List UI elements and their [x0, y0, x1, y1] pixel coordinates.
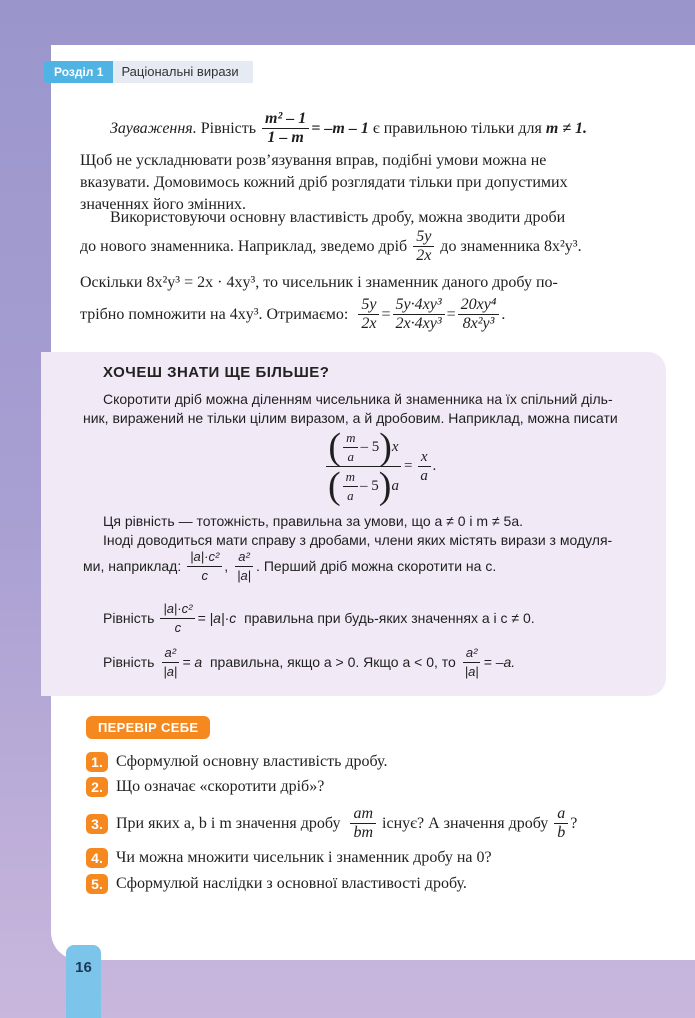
- identity-equation: ( $\frac{m}{a}$ – 5 ) x ( $\frac{m}{a}$ – 5 ) a = $\frac{x}{a}$ .: [328, 426, 437, 507]
- check-yourself-badge: ПЕРЕВІР СЕБЕ: [86, 716, 210, 739]
- paragraph-1: Щоб не ускладнювати розв’язування вправ, подібні умови можна не вказувати. Домовимось кожний дріб розглядати тільки при допустимих значеннях його змінних.: [80, 152, 568, 213]
- info-equality-2: Рівність $\frac{\text{a²}}{|a|}$ = a правильна, якщо a > 0. Якщо a < 0, то $\frac{\text{a²}}{|a|}$ = –a.: [103, 645, 516, 679]
- question-4: 4. Чи можна множити чисельник і знаменник дробу на 0?: [86, 848, 492, 868]
- info-modulus-intro: Іноді доводиться мати справу з дробами, члени яких містять вирази з модуля-: [103, 532, 613, 548]
- section-label: Розділ 1: [44, 61, 113, 83]
- info-title: ХОЧЕШ ЗНАТИ ЩЕ БІЛЬШЕ?: [103, 364, 330, 381]
- paragraph-3-line1: Оскільки 8x²y³ = 2x · 4xy³, то чисельник і знаменник даного дробу по-: [80, 274, 558, 291]
- page-number: 16: [66, 945, 101, 1018]
- info-condition: Ця рівність — тотожність, правильна за умови, що a ≠ 0 і m ≠ 5a.: [103, 513, 524, 529]
- question-2: 2. Що означає «скоротити дріб»?: [86, 777, 324, 797]
- paragraph-2-line2: до нового знаменника. Наприклад, зведемо дріб $\frac{5y}{2x}$ до знаменника 8x²y³.: [80, 228, 582, 264]
- paragraph-2-line1: Використовуючи основну властивість дробу, можна зводити дроби: [110, 209, 566, 226]
- info-modulus-example: ми, наприклад: $\frac{\text{|a|·c²}}{c}$ , $\frac{\text{a²}}{|a|}$ . Перший дріб можна скоротити на c.: [83, 549, 497, 583]
- section-header: [44, 61, 253, 83]
- paragraph-3-line2: трібно помножити на 4xy³. Отримаємо: $\frac{5y}{2x}$ = $\frac{\text{5y·4xy³}}{\text{2x·4xy³}}$ = $\frac{\text{20xy⁴}}{\text{8x²y³}}$ .: [80, 296, 506, 332]
- question-5: 5. Сформулюй наслідки з основної властивості дробу.: [86, 874, 467, 894]
- question-3: 3. При яких a, b і m значення дробу $\frac{am}{bm}$ існує? А значення дробу $\frac{a}{b}$ ?: [86, 805, 577, 842]
- section-title: Раціональні вирази: [113, 61, 252, 83]
- fraction-5y-2x: $\frac{5y}{2x}$: [413, 228, 434, 265]
- info-equality-1: Рівність $\frac{\text{|a|·c²}}{c}$ = |a|·c правильна при будь-яких значеннях a і c ≠ 0.: [103, 601, 535, 635]
- question-1: 1. Сформулюй основну властивість дробу.: [86, 752, 387, 772]
- remark-fraction: $\frac{\text{m² – 1}}{1 - m}$: [262, 110, 309, 147]
- info-text: Скоротити дріб можна діленням чисельника й знаменника на їх спільний діль- ник, виражений не тільки цілим виразом, а й дробовим. Наприклад, можна писати: [83, 391, 618, 426]
- remark: Зауваження. Рівність $\frac{\text{m² – 1}}{1 - m}$ = –m – 1 є правильною тільки для m ≠ 1.: [110, 110, 588, 146]
